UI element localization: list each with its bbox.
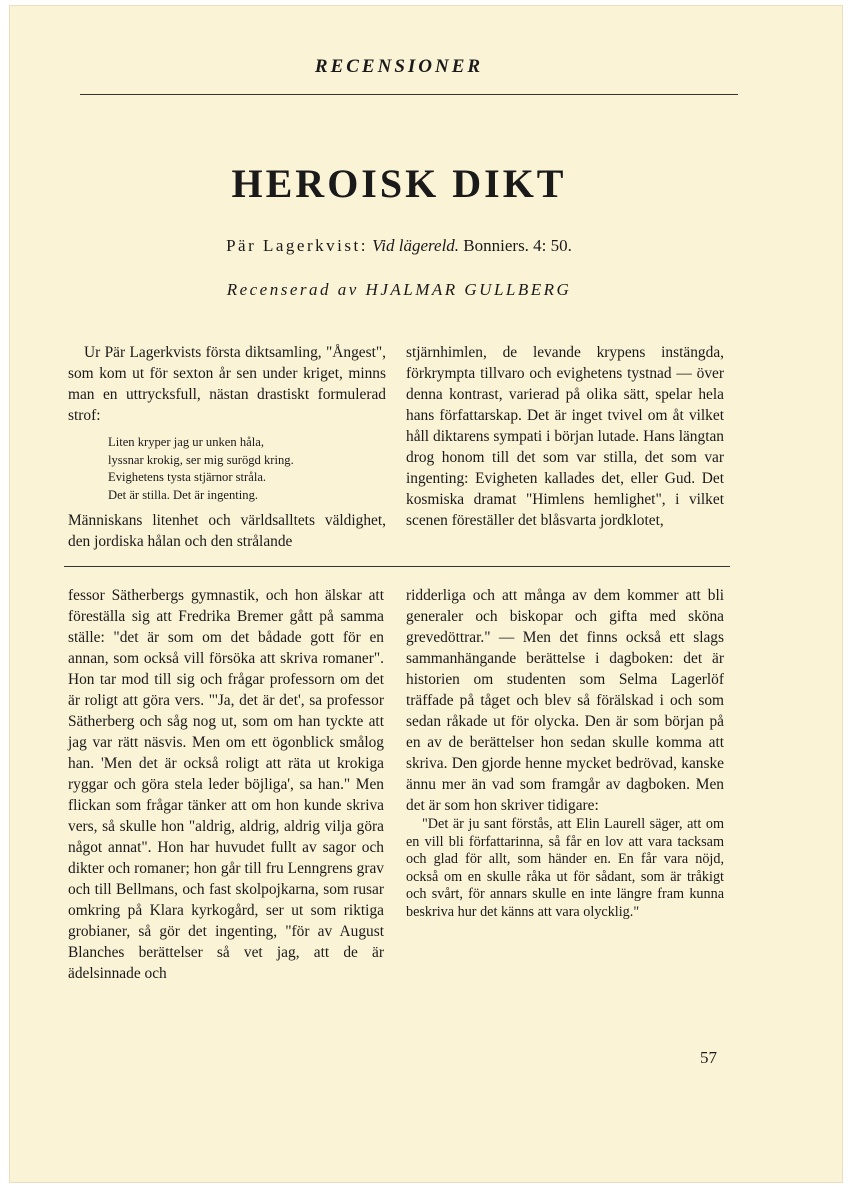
reviewer-line: Recenserad av HJALMAR GULLBERG <box>226 280 572 299</box>
upper-right-column <box>406 342 724 531</box>
byline-publisher: Bonniers. 4: 50. <box>463 236 572 255</box>
poem-line: Liten kryper jag ur unken håla, <box>108 435 264 449</box>
intro-paragraph: Ur Pär Lagerkvists första diktsamling, "Ångest", som kom ut för sexton år sen under kriget, minns man en uttrycksfull, nästan drastiskt formulerad strof: <box>68 344 386 424</box>
lower-right-column <box>406 585 724 921</box>
byline <box>70 236 728 256</box>
section-divider <box>64 566 730 567</box>
poem-line: Det är stilla. Det är ingenting. <box>108 487 259 502</box>
diary-quote: "Det är ju sant förstås, att Elin Laurell säger, att om en vill bli författarinna, så får en lov att vara tacksam och glad för allt, som händer en. En får vara nöjd, också om en skulle råka ut för sådant, som är tråkigt och svårt, för annars skulle en inte längre fram kunna beskriva hur det känns att vara olycklig." <box>406 816 724 920</box>
poem-stanza <box>108 434 386 504</box>
paragraph-after-poem: Människans litenhet och världsalltets väldighet, den jordiska hålan och den strålande <box>68 512 386 550</box>
poem-line: Evighetens tysta stjärnor stråla. <box>108 470 267 484</box>
section-header: RECENSIONER <box>314 56 484 77</box>
lower-left-paragraph: fessor Sätherbergs gymnastik, och hon älskar att föreställa sig att Fredrika Bremer gått på samma ställe: "det är som om det bådade gott för en annan, som också vill försöka att skriva romaner". Hon tar mod till sig och frågar professorn om det är roligt att göra vers. "'Ja, det är det', sa professor Sätherberg och såg nog ut, som om han tyckte att jag var rätt näsvis. Men om ett ögonblick smålog han. 'Men det är också roligt att räta ut krokiga ryggar och göra stela leder böjliga', sa han." Men flickan som frågar tänker att om hon kunde skriva vers, så skulle hon "aldrig, aldrig, aldrig vilja göra något annat". Hon har huvudet fullt av sagor och dikter och romaner; hon går till fru Lenngrens grav och till Bellmans, och fast skolpojkarna, som rusar omkring på Klara kyrkogård, ser ut som riktiga grobianer, så gör det ingenting, "för av August Blanches berättelser så vet jag, att de är ädelsinnade och <box>68 587 384 982</box>
header-rule <box>80 94 738 95</box>
page-number: 57 <box>700 1048 717 1067</box>
byline-author: Pär Lagerkvist: <box>226 236 368 255</box>
byline-work: Vid lägereld. <box>372 236 460 255</box>
poem-line: lyssnar krokig, ser mig surögd kring. <box>108 452 294 467</box>
article-title: HEROISK DIKT <box>231 161 567 206</box>
upper-left-column <box>68 342 386 552</box>
upper-right-paragraph: stjärnhimlen, de levande krypens instängda, förkrympta tillvaro och evighetens tystnad — över denna kontrast, varierad på olika sätt, spelar hela hans författarskap. Det är inget tvivel om åt vilket håll diktarens sympati i början lutade. Hans längtan drog honom till det som var stilla, det som var ingenting: Evigheten kallades det, eller Gud. Det kosmiska dramat "Himlens hemlighet", i vilket scenen föreställer det blåsvarta jordklotet, <box>406 344 724 529</box>
lower-left-column <box>68 585 384 984</box>
lower-right-paragraph: ridderliga och att många av dem kommer att bli generaler och biskopar och gifta med sköna grevedöttrar." — Men det finns också ett slags sammanhängande berättelse i dagboken: det är historien om studenten som Selma Lagerlöf träffade på tåget och blev så förälskad i och som sedan råkade ut för olycka. Den är som början på en av de berättelser hon sedan skulle komma att skriva. Den gjorde henne mycket bedrövad, kanske ännu mer än vad som framgår av dagboken. Men det är som hon skriver tidigare: <box>406 587 724 814</box>
